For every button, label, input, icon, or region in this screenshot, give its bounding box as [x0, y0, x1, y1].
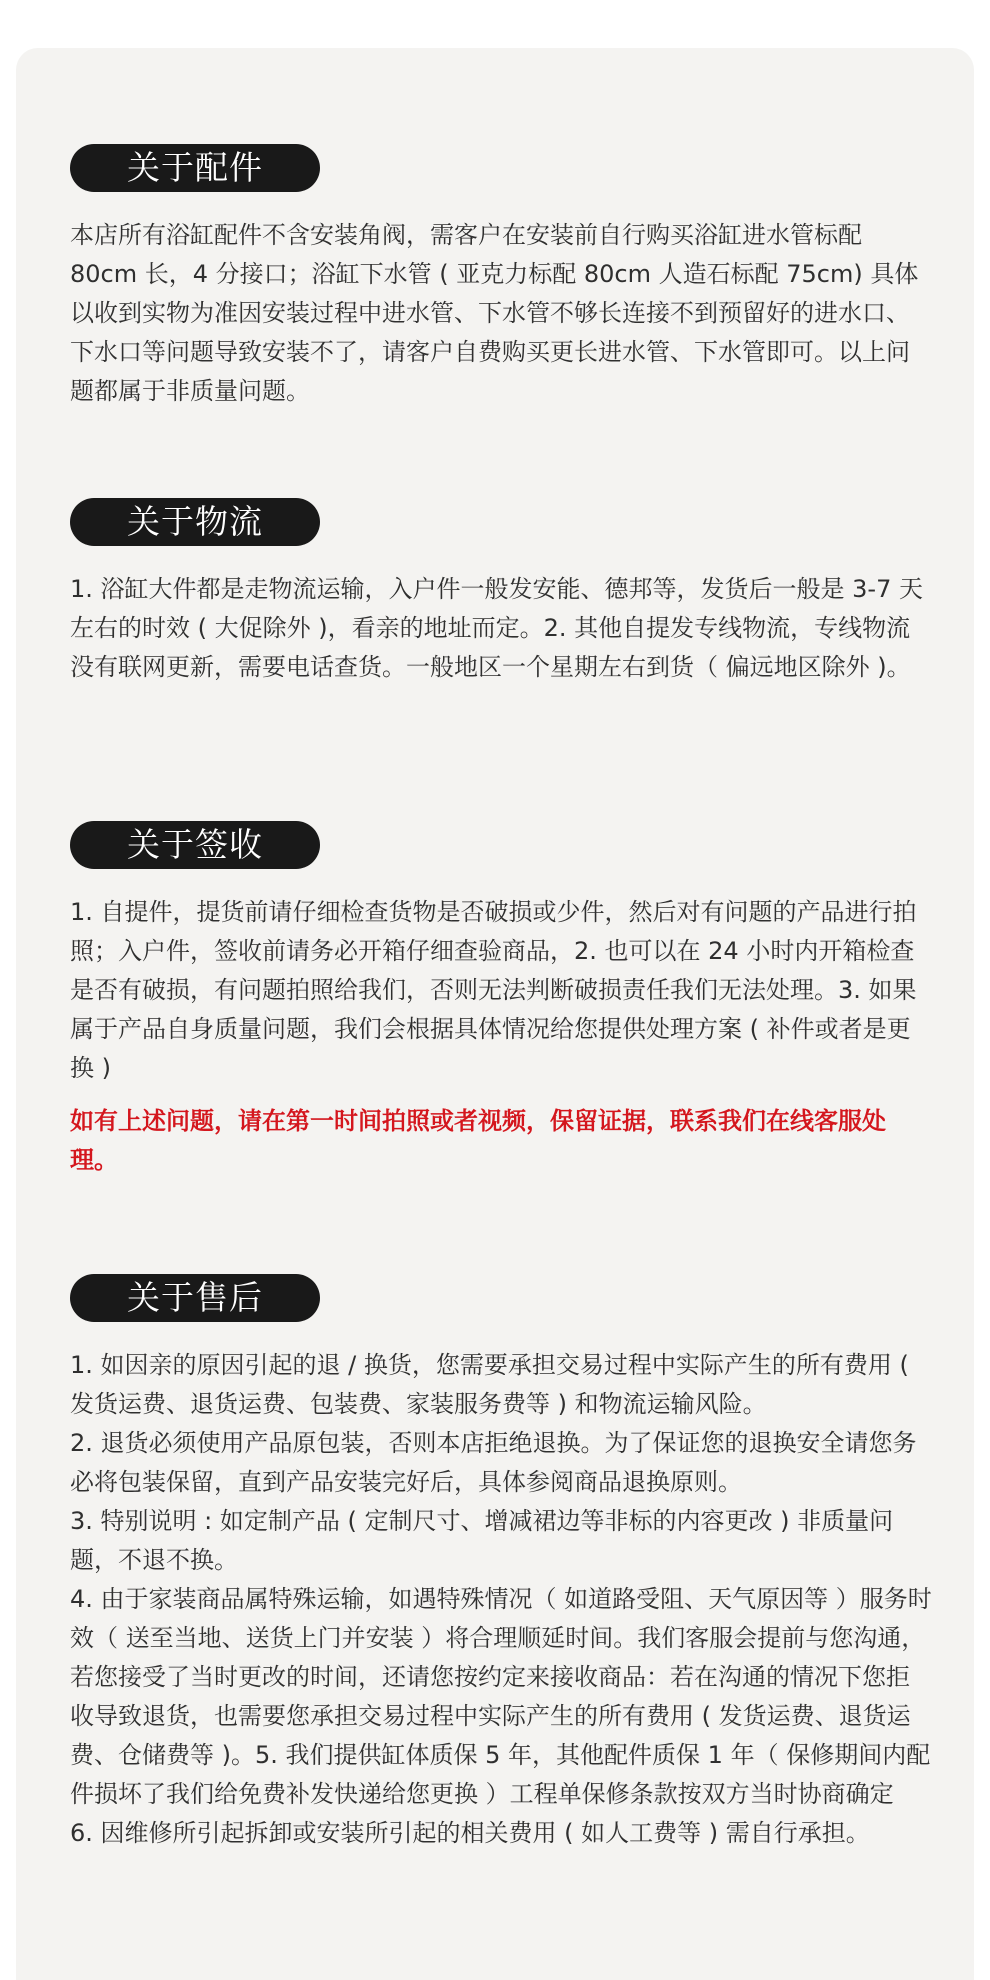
- aftersales-item: 1. 如因亲的原因引起的退 / 换货，您需要承担交易过程中实际产生的所有费用 ( 发货运费、退货运费、包装费、家装服务费等 ) 和物流运输风险。: [70, 1351, 909, 1418]
- signing-text: 1. 自提件，提货前请仔细检查货物是否破损或少件，然后对有问题的产品进行拍照；入户件，签收前请务必开箱仔细查验商品，2. 也可以在 24 小时内开箱检查是否有破损，有问题拍照给我们，否则无法判断破损责任我们无法处理。3. 如果属于产品自身质量问题，我们会根据具体情况给您提供处理方案 ( 补件或者是更换 ): [70, 898, 917, 1082]
- signing-notice: 如有上述问题，请在第一时间拍照或者视频，保留证据，联系我们在线客服处理。: [70, 1107, 886, 1174]
- section-logistics: [70, 498, 932, 687]
- aftersales-item: 4. 由于家装商品属特殊运输，如遇特殊情况（ 如道路受阻、天气原因等 ）服务时效（ 送至当地、送货上门并安装 ）将合理顺延时间。我们客服会提前与您沟通，若您接受了当时更改的时间，还请您按约定来接收商品：若在沟通的情况下您拒收导致退货，也需要您承担交易过程中实际产生的所有费用 ( 发货运费、退货运费、仓储费等 )。5. 我们提供缸体质保 5 年，其他配件质保 1 年（ 保修期间内配件损坏了我们给免费补发快递给您更换 ）工程单保修条款按双方当时协商确定: [70, 1585, 932, 1808]
- section-signing: [70, 821, 932, 1180]
- section-title-logistics: 关于物流: [70, 498, 320, 546]
- aftersales-item: 2. 退货必须使用产品原包装，否则本店拒绝退换。为了保证您的退换安全请您务必将包装保留，直到产品安装完好后，具体参阅商品退换原则。: [70, 1429, 917, 1496]
- section-title-signing: 关于签收: [70, 821, 320, 869]
- accessories-text: 本店所有浴缸配件不含安装角阀，需客户在安装前自行购买浴缸进水管标配 80cm 长，4 分接口；浴缸下水管 ( 亚克力标配 80cm 人造石标配 75cm) 具体以收到实物为准因安装过程中进水管、下水管不够长连接不到预留好的进水口、下水口等问题导致安装不了，请客户自费购买更长进水管、下水管即可。以上问题都属于非质量问题。: [70, 221, 919, 405]
- section-aftersales: [70, 1274, 932, 1853]
- section-title-aftersales: 关于售后: [70, 1274, 320, 1322]
- logistics-text: 1. 浴缸大件都是走物流运输，入户件一般发安能、德邦等，发货后一般是 3-7 天左右的时效 ( 大促除外 )，看亲的地址而定。2. 其他自提发专线物流，专线物流没有联网更新，需要电话查货。一般地区一个星期左右到货（ 偏远地区除外 )。: [70, 575, 923, 681]
- aftersales-item: 3. 特别说明 : 如定制产品 ( 定制尺寸、增减裙边等非标的内容更改 ) 非质量问题，不退不换。: [70, 1507, 894, 1574]
- section-title-accessories: 关于配件: [70, 144, 320, 192]
- section-accessories: [70, 144, 932, 411]
- aftersales-item: 6. 因维修所引起拆卸或安装所引起的相关费用 ( 如人工费等 ) 需自行承担。: [70, 1819, 870, 1847]
